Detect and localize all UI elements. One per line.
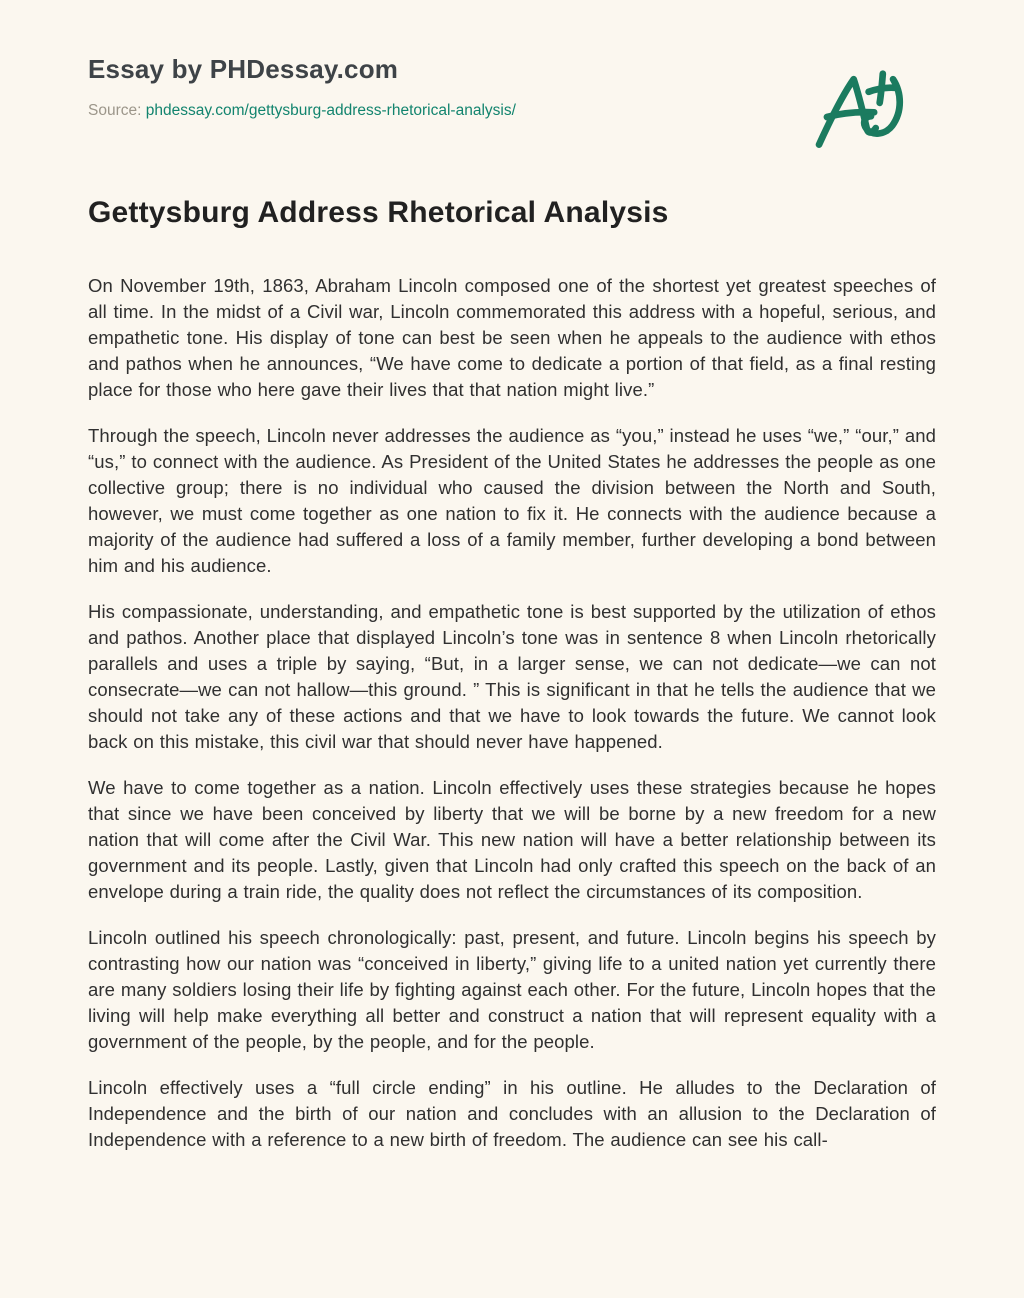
essay-body [88, 273, 936, 1153]
essay-paragraph-3: His compassionate, understanding, and empathetic tone is best supported by the utilization of ethos and pathos. Another place that displayed Lincoln’s tone was in sentence 8 when Lincoln rhetorically parallels and uses a triple by saying, “But, in a larger sense, we can not dedicate—we can not consecrate—we can not hallow—this ground. ” This is significant in that he tells the audience that we should not take any of these actions and that we have to look towards the future. We cannot look back on this mistake, this civil war that should never have happened. [88, 600, 936, 752]
site-title: Essay by PHDessay.com [88, 54, 399, 84]
essay-paragraph-4: We have to come together as a nation. Lincoln effectively uses these strategies because he hopes that since we have been conceived by liberty that we will be borne by a new freedom for a new nation that will come after the Civil War. This new nation will have a better relationship between its government and its people. Lastly, given that Lincoln had only crafted this speech on the back of an envelope during a train ride, the quality does not reflect the circumstances of its composition. [88, 776, 936, 902]
header-text-block [88, 54, 516, 121]
essay-paragraph-1: On November 19th, 1863, Abraham Lincoln composed one of the shortest yet greatest speeches of all time. In the midst of a Civil war, Lincoln commemorated this address with a hopeful, serious, and empathetic tone. His display of tone can best be seen when he appeals to the audience with ethos and pathos when he announces, “We have come to dedicate a portion of that field, as a final resting place for those who here gave their lives that that nation might live.” [88, 274, 936, 400]
source-link[interactable]: phdessay.com/gettysburg-address-rhetorical-analysis/ [145, 102, 516, 120]
essay-paragraph-5: Lincoln outlined his speech chronologically: past, present, and future. Lincoln begins his speech by contrasting how our nation was “conceived in liberty,” giving life to a united nation yet currently there are many soldiers losing their life by fighting against each other. For the future, Lincoln hopes that the living will help make everything all better and construct a nation that will represent equality with a government of the people, by the people, and for the people. [88, 926, 936, 1052]
essay-paragraph-2: Through the speech, Lincoln never addresses the audience as “you,” instead he uses “we,” “our,” and “us,” to connect with the audience. As President of the United States he addresses the people as one collective group; there is no individual who caused the division between the North and South, however, we must come together as one nation to fix it. He connects with the audience because a majority of the audience had suffered a loss of a family member, further developing a bond between him and his audience. [88, 424, 936, 576]
essay-title: Gettysburg Address Rhetorical Analysis [88, 196, 669, 229]
source-label: Source: [88, 102, 142, 120]
essay-paragraph-6: Lincoln effectively uses a “full circle ending” in his outline. He alludes to the Declaration of Independence and the birth of our nation and concludes with an allusion to the Declaration of Independence with a reference to a new birth of freedom. The audience can see his call- [88, 1076, 936, 1150]
page-header [88, 54, 936, 162]
phdessay-a-plus-logo-icon [808, 54, 936, 162]
source-line [88, 102, 516, 121]
